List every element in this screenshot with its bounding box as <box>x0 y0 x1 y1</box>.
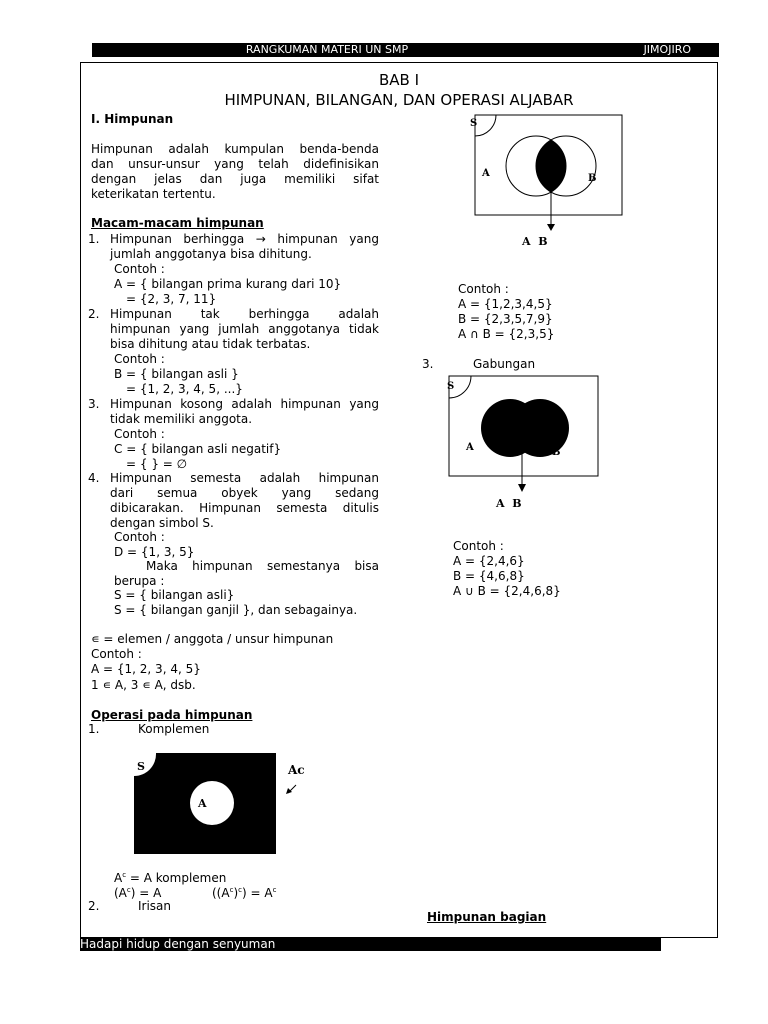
example-line: A = {1, 2, 3, 4, 5} <box>91 662 201 676</box>
list-item-text: Himpunan kosong adalah himpunan yang <box>110 397 379 411</box>
example-line: Maka himpunan semestanya bisa <box>146 559 379 573</box>
gabungan-caption: A B <box>496 497 522 510</box>
list-item-text: dari semua obyek yang sedang <box>110 486 379 500</box>
list-number: 1. <box>88 722 100 736</box>
example-line: A = {2,4,6} <box>453 554 525 568</box>
list-item-text: Himpunan tak berhingga adalah <box>110 307 379 321</box>
komplemen-arrowhead <box>286 788 292 794</box>
komplemen-set-a-circle <box>190 781 234 825</box>
komplemen-label: Komplemen <box>138 722 210 736</box>
example-line: = {2, 3, 7, 11} <box>126 292 217 306</box>
gabungan-a-label: A <box>466 442 474 453</box>
definition-line: Himpunan adalah kumpulan benda-benda <box>91 142 379 156</box>
operasi-heading: Operasi pada himpunan <box>91 708 253 722</box>
irisan-label: Irisan <box>138 899 172 913</box>
komplemen-a-label: A <box>198 797 207 810</box>
komplemen-formula-2: $(A^c) = A$ <box>114 886 162 900</box>
example-line: B = {2,3,5,7,9} <box>458 312 553 326</box>
list-item-text: dibicarakan. Himpunan semesta ditulis <box>110 501 379 515</box>
komplemen-formula-1: $A^c = A$ komplemen <box>114 871 227 885</box>
example-line: A ∩ B = {2,3,5} <box>458 327 555 341</box>
gabungan-label: Gabungan <box>473 357 536 371</box>
komplemen-s-label: S <box>137 760 145 773</box>
definition-line: keterikatan tertentu. <box>91 187 216 201</box>
list-item-text: himpunan yang jumlah anggotanya tidak <box>110 322 379 336</box>
contoh-label: Contoh : <box>114 427 165 441</box>
contoh-label: Contoh : <box>114 352 165 366</box>
example-line: A = { bilangan prima kurang dari 10} <box>114 277 342 291</box>
page-number: 1 1 <box>698 937 718 951</box>
gabungan-venn-diagram <box>444 372 604 502</box>
chapter-title: HIMPUNAN, BILANGAN, DAN OPERASI ALJABAR <box>224 91 574 109</box>
list-item-text: jumlah anggotanya bisa dihitung. <box>110 247 312 261</box>
definition-line: dengan jelas dan juga memiliki sifat <box>91 172 379 186</box>
irisan-venn-diagram <box>470 110 630 250</box>
list-item-text: dengan simbol S. <box>110 516 214 530</box>
example-line: 1 ∊ A, 3 ∊ A, dsb. <box>91 678 196 692</box>
header-author: JIMOJIRO <box>643 43 691 56</box>
example-line: B = {4,6,8} <box>453 569 525 583</box>
list-number: 2. <box>88 899 100 913</box>
gabungan-b-label: B <box>552 447 561 458</box>
macam-heading: Macam-macam himpunan <box>91 216 264 230</box>
contoh-label: Contoh : <box>91 647 142 661</box>
contoh-label: Contoh : <box>453 539 504 553</box>
irisan-b-label: B <box>588 173 597 184</box>
contoh-label: Contoh : <box>114 530 165 544</box>
example-line: C = { bilangan asli negatif} <box>114 442 282 456</box>
irisan-arrowhead <box>547 224 555 231</box>
contoh-label: Contoh : <box>458 282 509 296</box>
list-item-text: tidak memiliki anggota. <box>110 412 253 426</box>
definition-line: dan unsur-unsur yang telah didefinisikan <box>91 157 379 171</box>
himpunan-bagian-heading: Himpunan bagian <box>427 910 547 924</box>
komplemen-venn-diagram <box>130 750 310 860</box>
contoh-label: Contoh : <box>114 262 165 276</box>
example-line: A ∪ B = {2,4,6,8} <box>453 584 561 598</box>
irisan-a-label: A <box>482 168 490 179</box>
elemen-definition: ∊ = elemen / anggota / unsur himpunan <box>91 632 334 646</box>
example-line: = {1, 2, 3, 4, 5, ...} <box>126 382 243 396</box>
example-line: B = { bilangan asli } <box>114 367 239 381</box>
list-number: 3. <box>422 357 434 371</box>
list-number: 3. <box>88 397 100 411</box>
example-line: berupa : <box>114 574 165 588</box>
section-heading-himpunan: I. Himpunan <box>91 112 174 126</box>
list-item-text: Himpunan semesta adalah himpunan <box>110 471 379 485</box>
header-title: RANGKUMAN MATERI UN SMP <box>245 43 409 56</box>
footer-motto: Hadapi hidup dengan senyuman <box>80 937 276 951</box>
example-line: D = {1, 3, 5} <box>114 545 195 559</box>
list-item-text: bisa dihitung atau tidak terbatas. <box>110 337 311 351</box>
irisan-caption: A B <box>522 235 548 248</box>
example-line: S = { bilangan asli} <box>114 588 235 602</box>
example-line: = { } = ∅ <box>126 457 188 471</box>
gabungan-arrowhead <box>518 484 526 492</box>
komplemen-formula-3: $((A^c)^c) = A^c$ <box>212 886 277 900</box>
list-number: 1. <box>88 232 100 246</box>
example-line: S = { bilangan ganjil }, dan sebagainya. <box>114 603 358 617</box>
footer-bar <box>80 938 720 951</box>
list-number: 4. <box>88 471 100 485</box>
list-number: 2. <box>88 307 100 321</box>
list-item-text: Himpunan berhingga → himpunan yang <box>110 232 379 246</box>
header-bar <box>92 43 719 57</box>
komplemen-ac-label: Ac <box>288 763 305 777</box>
example-line: A = {1,2,3,4,5} <box>458 297 553 311</box>
gabungan-s-label: S <box>447 381 455 392</box>
irisan-s-label: S <box>470 118 478 129</box>
chapter-number: BAB I <box>378 71 420 89</box>
